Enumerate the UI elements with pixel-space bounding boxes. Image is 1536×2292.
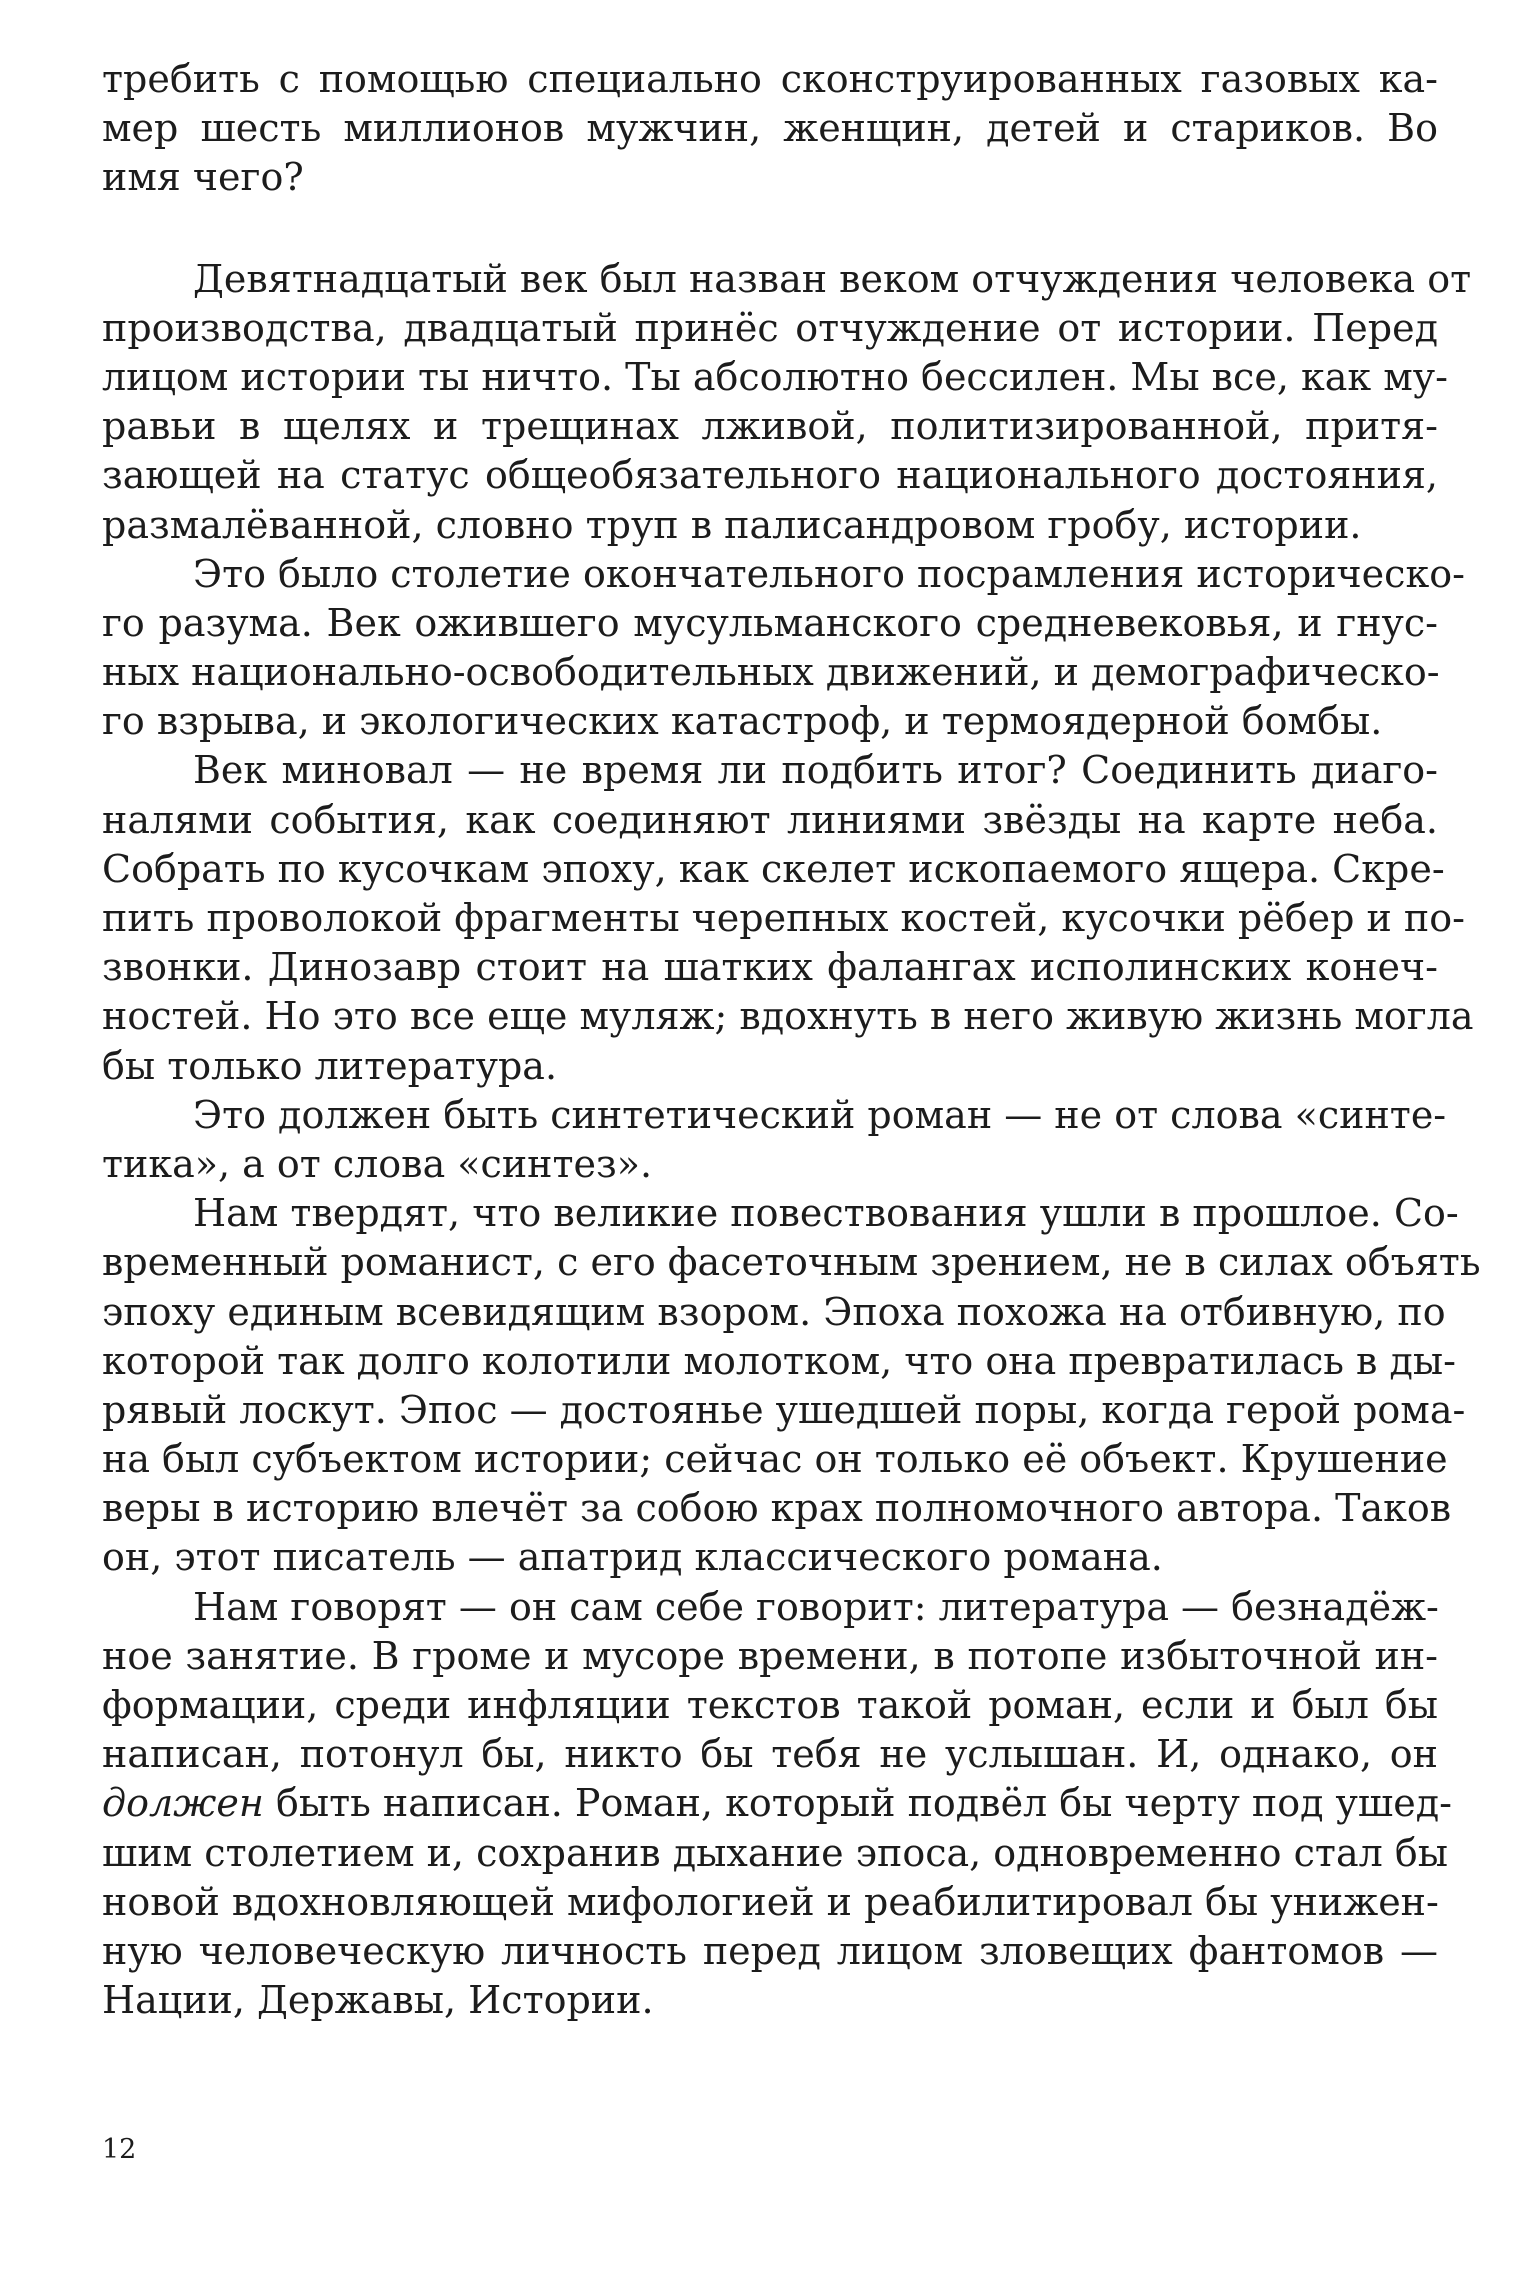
text-line: ных национально-освободительных движений, и демографическо- bbox=[102, 650, 1440, 695]
text-line: лицом истории ты ничто. Ты абсолютно бессилен. Мы все, как му- bbox=[102, 354, 1448, 399]
emphasis-word: должен bbox=[102, 1781, 264, 1826]
text-line: веры в историю влечёт за собою крах полномочного автора. Таков bbox=[102, 1486, 1452, 1531]
text-line: звонки. Динозавр стоит на шатких фалангах исполинских конеч- bbox=[102, 945, 1438, 990]
text-line: производства, двадцатый принёс отчуждение от истории. Перед bbox=[102, 305, 1438, 350]
page-body-text bbox=[102, 55, 1481, 2025]
text-line: размалёванной, словно труп в палисандровом гробу, истории. bbox=[102, 502, 1362, 547]
text-line: ное занятие. В громе и мусоре времени, в потопе избыточной ин- bbox=[102, 1633, 1438, 1678]
text-line: имя чего? bbox=[102, 155, 304, 200]
text-line: пить проволокой фрагменты черепных костей, кусочки рёбер и по- bbox=[102, 896, 1465, 940]
text-line: написан, потонул бы, никто бы тебя не услышан. И, однако, он bbox=[102, 1732, 1438, 1777]
text-line: Это должен быть синтетический роман — не от слова «синте- bbox=[193, 1092, 1447, 1137]
text-line: ностей. Но это все еще муляж; вдохнуть в него живую жизнь могла bbox=[102, 994, 1474, 1039]
text-line: тика», а от слова «синтез». bbox=[102, 1141, 653, 1186]
text-line: ную человеческую личность перед лицом зловещих фантомов — bbox=[102, 1928, 1438, 1973]
text-line: зающей на статус общеобязательного национального достояния, bbox=[102, 453, 1438, 498]
text-line: он, этот писатель — апатрид классического романа. bbox=[102, 1535, 1163, 1580]
text-line: равьи в щелях и трещинах лживой, политизированной, притя- bbox=[102, 404, 1438, 449]
text-line: Нам твердят, что великие повествования ушли в прошлое. Со- bbox=[193, 1191, 1459, 1236]
text-line: шим столетием и, сохранив дыхание эпоса, одновременно стал бы bbox=[102, 1830, 1448, 1875]
text-line: рявый лоскут. Эпос — достоянье ушедшей поры, когда герой рома- bbox=[102, 1387, 1466, 1432]
text-line: бы только литература. bbox=[102, 1043, 558, 1088]
text-line: го разума. Век ожившего мусульманского средневековья, и гнус- bbox=[102, 600, 1438, 645]
text-line: требить с помощью специально сконструированных газовых ка- bbox=[102, 57, 1438, 101]
text-line: Нации, Державы, Истории. bbox=[102, 1978, 654, 2023]
section-gap bbox=[102, 203, 1438, 255]
text-line: Это было столетие окончательного посрамления историческо- bbox=[193, 551, 1465, 596]
text-line: го взрыва, и экологических катастроф, и термоядерной бомбы. bbox=[102, 699, 1383, 744]
text-line: налями события, как соединяют линиями звёзды на карте неба. bbox=[102, 797, 1438, 842]
text-line: формации, среди инфляции текстов такой роман, если и был бы bbox=[102, 1683, 1438, 1727]
text-line: Собрать по кусочкам эпоху, как скелет ископаемого ящера. Скре- bbox=[102, 846, 1445, 891]
page-number: 12 bbox=[102, 2134, 137, 2165]
text-line: временный романист, с его фасеточным зрением, не в силах объять bbox=[102, 1240, 1481, 1285]
text-line: должен быть написан. Роман, который подвёл бы черту под ушед- bbox=[102, 1781, 1452, 1826]
text-line: на был субъектом истории; сейчас он только её объект. Крушение bbox=[102, 1437, 1448, 1482]
text-line: Нам говорят — он сам себе говорит: литература — безнадёж- bbox=[193, 1584, 1439, 1629]
text-line: Девятнадцатый век был назван веком отчуждения человека от bbox=[193, 256, 1472, 301]
text-line: эпоху единым всевидящим взором. Эпоха похожа на отбивную, по bbox=[102, 1289, 1446, 1334]
text-line: которой так долго колотили молотком, что она превратилась в ды- bbox=[102, 1338, 1456, 1383]
text-line: новой вдохновляющей мифологией и реабилитировал бы унижен- bbox=[102, 1879, 1439, 1924]
text-line: Век миновал — не время ли подбить итог? Соединить диаго- bbox=[193, 748, 1438, 793]
text-line: мер шесть миллионов мужчин, женщин, детей и стариков. Во bbox=[102, 106, 1438, 151]
